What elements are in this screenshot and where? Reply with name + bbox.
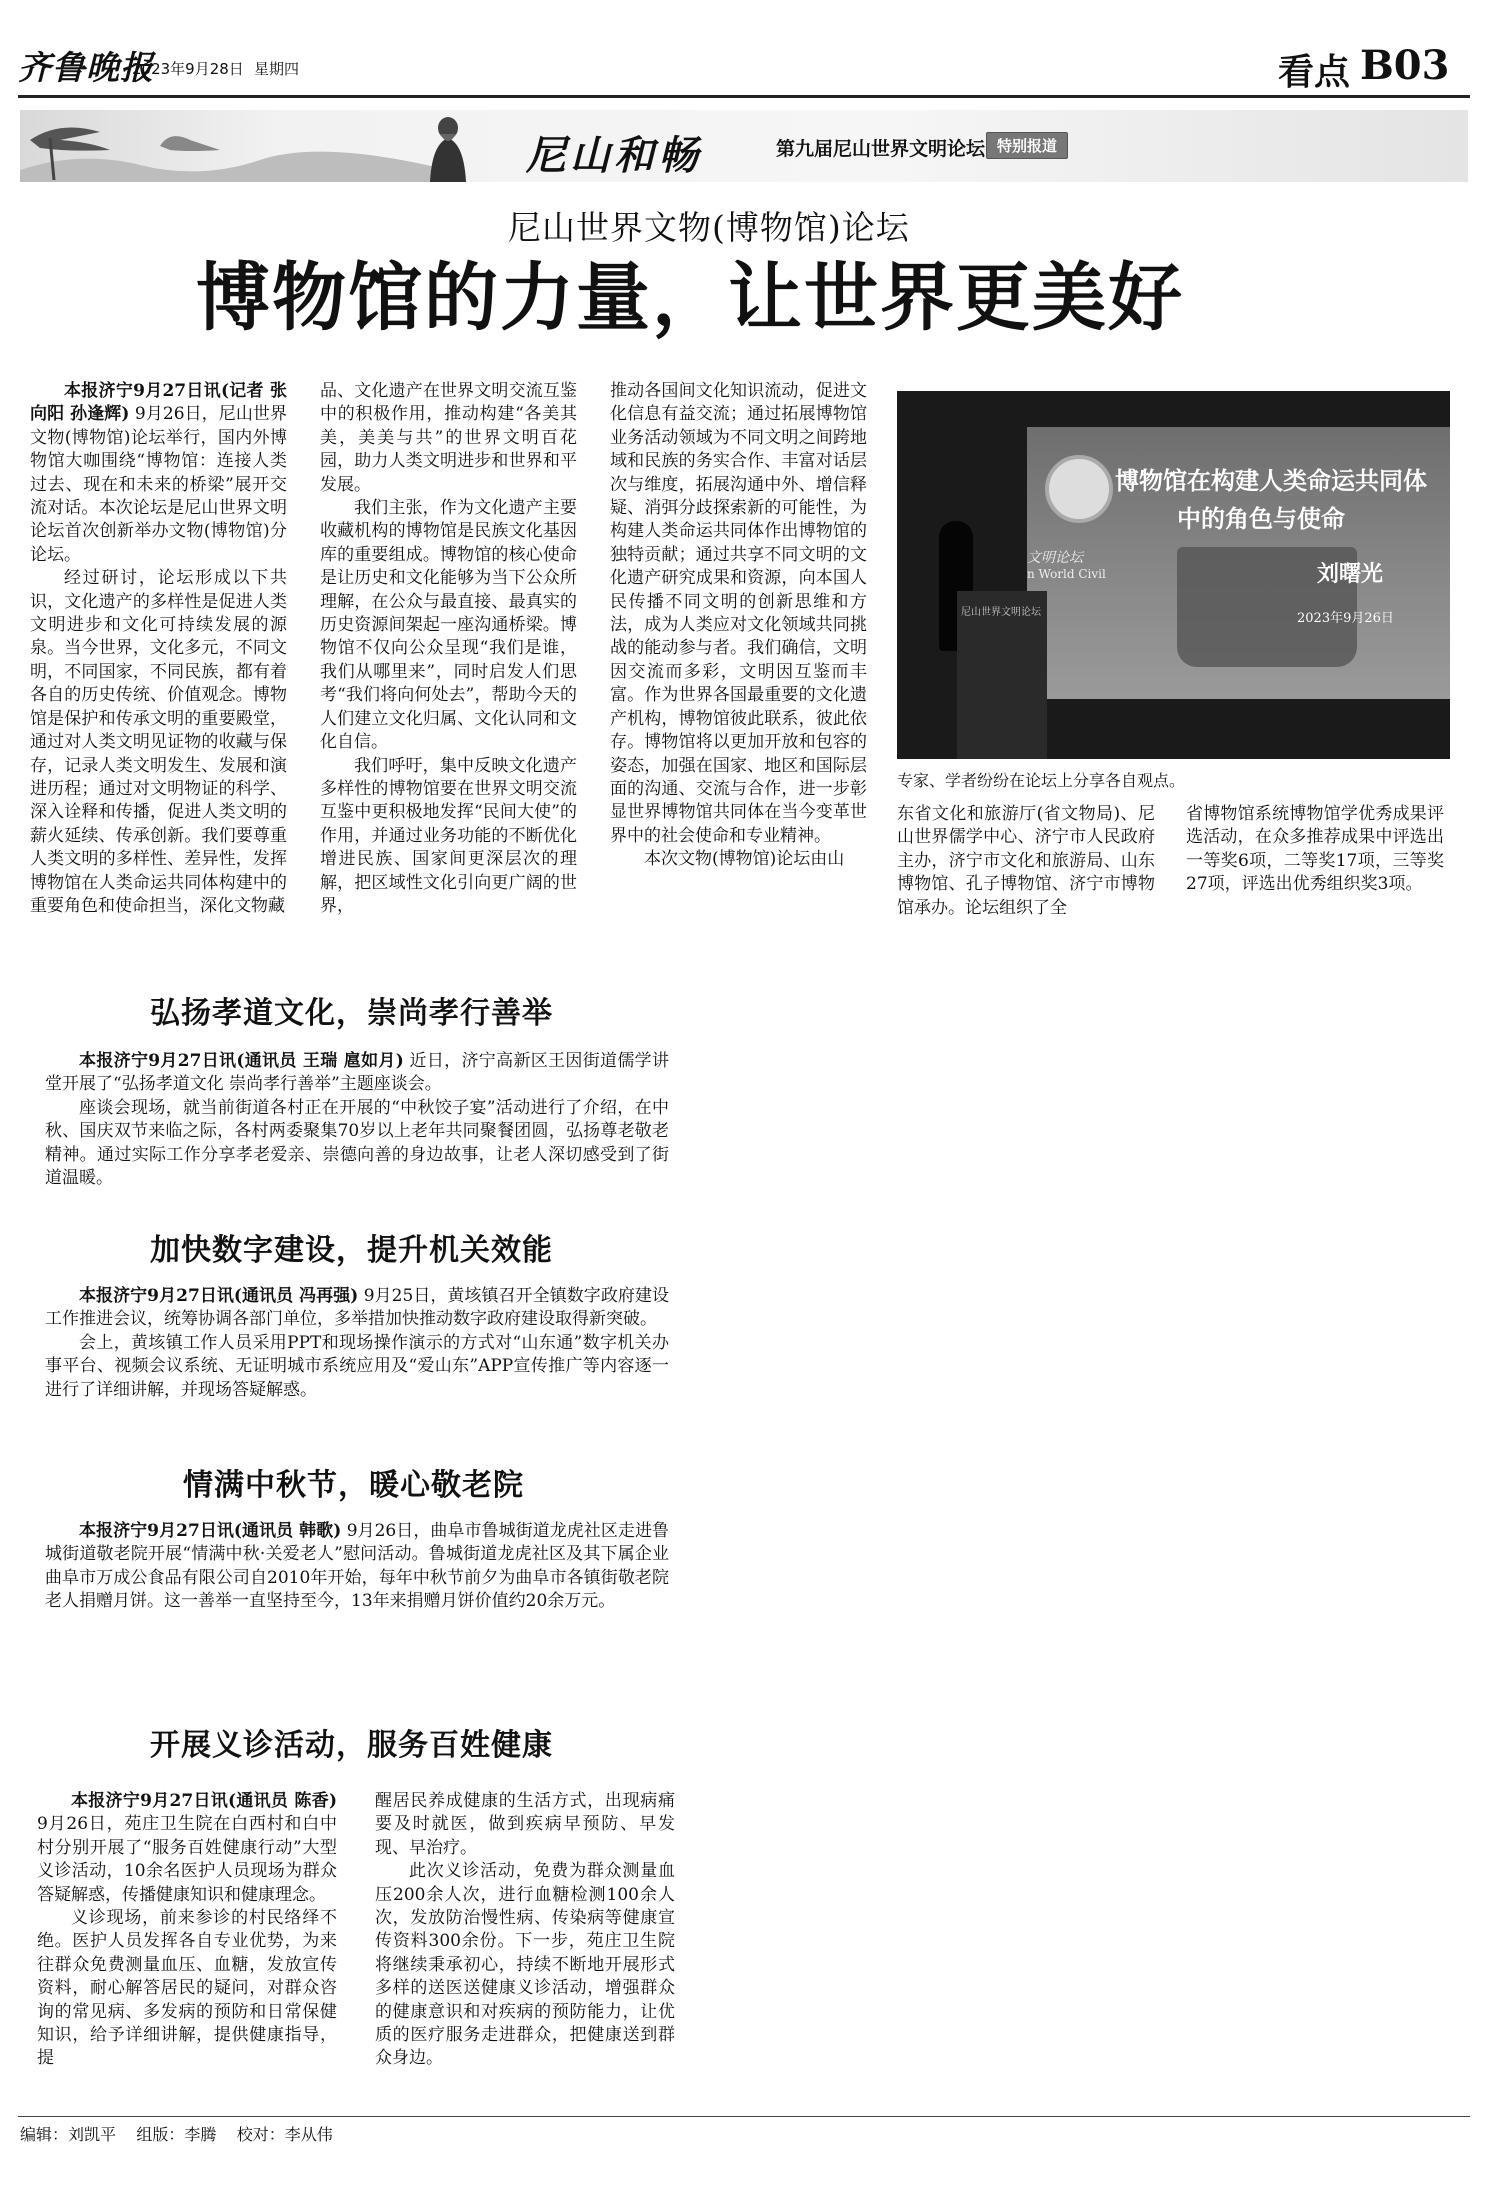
- article-body: 本报济宁9月27日讯(通讯员 王瑞 扈如月) 近日，济宁高新区王因街道儒学讲堂开展了“弘扬孝道文化 崇尚孝行善举”主题座谈会。 座谈会现场，就当前街道各村正在开展的“中秋饺子宴”活动进行了介绍，在中秋、国庆双节来临之际，各村两委聚集70岁以上老年共同聚餐团圆，弘扬尊老敬老精神。通过实际工作分享孝老爱亲、崇德向善的身边故事，让老人深切感受到了街道温暖。: [45, 1051, 669, 1189]
- screen-title: 中的角色与使命: [1177, 505, 1345, 533]
- article-headline: 开展义诊活动，服务百姓健康: [150, 1728, 553, 1763]
- banner-forum-title: 第九届尼山世界文明论坛: [776, 138, 986, 160]
- screen-seal-icon: [1045, 455, 1113, 523]
- forum-photo: [897, 391, 1450, 759]
- lead-paragraph: 推动各国间文化知识流动，促进文化信息有益交流；通过拓展博物馆业务活动领域为不同文明之间跨地域和民族的务实合作、丰富对话层次与维度，拓展沟通中外、增信释疑、消弭分歧探索新的可能性，为构建人类命运共同体作出博物馆的独特贡献；通过共享不同文明的文化遗产研究成果和资源，向本国人民传播不同文明的创新思维和方法，成为人类应对文化领域共同挑战的能动参与者。我们确信，文明因交流而多彩，文明因互鉴而丰富。作为世界各国最重要的文化遗产机构，博物馆彼此联系，彼此依存。博物馆将以更加开放和包容的姿态，加强在国家、地区和国际层面的沟通、交流与合作，进一步彰显世界博物馆共同体在当今变革世界中的社会使命和专业精神。: [610, 381, 867, 846]
- lead-paragraph: 省博物馆系统博物馆学优秀成果评选活动，在众多推荐成果中评选出一等奖6项，二等奖17项，三等奖27项，评选出优秀组织奖3项。: [1186, 804, 1444, 895]
- article-byline: 本报济宁9月27日讯(通讯员 陈香): [71, 1791, 337, 1811]
- newspaper-logo: 齐鲁晚报: [18, 48, 154, 87]
- lead-paragraph: 经过研讨，论坛形成以下共识，文化遗产的多样性是促进人类文明进步和文化可持续发展的源泉。当今世界，文化多元，不同文明，不同国家，不同民族，都有着各自的历史传统、价值观念。博物馆是保护和传承文明的重要殿堂，通过对人类文明见证物的收藏与保存，记录人类文明发生、发展和演进历程；通过对文明物证的科学、深入诠释和传播，促进人类文明的薪火延续、传承创新。我们要尊重人类文明的多样性、差异性，发挥博物馆在人类命运共同体构建中的重要角色和使命担当，深化文物藏: [30, 568, 287, 916]
- article-byline: 本报济宁9月27日讯(通讯员 韩歌): [79, 1521, 342, 1541]
- article-body: 本报济宁9月27日讯(通讯员 冯再强) 9月25日，黄垓镇召开全镇数字政府建设工作推进会议，统筹协调各部门单位，多举措加快推动数字政府建设取得新突破。 会上，黄垓镇工作人员采用PPT和现场操作演示的方式对“山东通”数字机关办事平台、视频会议系统、无证明城市系统应用及“爱山东”APP宣传推广等内容逐一进行了详细讲解，并现场答疑解惑。: [45, 1286, 669, 1400]
- article-byline: 本报济宁9月27日讯(通讯员 冯再强): [79, 1286, 359, 1306]
- lead-column-4: [897, 803, 1155, 920]
- layout-credit: 组版：李腾: [136, 2125, 217, 2144]
- special-report-tag: 特别报道: [986, 132, 1068, 159]
- banner-calligraphy: 尼山和畅: [526, 132, 702, 179]
- podium-label: 尼山世界文明论坛: [961, 607, 1041, 618]
- article-body-column-1: 本报济宁9月27日讯(通讯员 陈香) 9月26日，苑庄卫生院在白西村和白中村分别开展了“服务百姓健康行动”大型义诊活动，10余名医护人员现场为群众答疑解惑，传播健康知识和健康理念。 义诊现场，前来参诊的村民络绎不绝。医护人员发挥各自专业优势，为来往群众免费测量血压、血糖，发放宣传资料，耐心解答居民的疑问，对群众咨询的常见病、多发病的预防和日常保健知识，给予详细讲解，提供健康指导，提: [37, 1791, 337, 2069]
- article-headline: 情满中秋节，暖心敬老院: [183, 1468, 524, 1503]
- landscape-pine-icon: [20, 110, 440, 182]
- proofreader-credit: 校对：李从伟: [236, 2125, 333, 2144]
- issue-date: 2023年9月28日: [132, 60, 244, 78]
- article-headline: 弘扬孝道文化，崇尚孝行善举: [150, 996, 553, 1031]
- page-number: B03: [1360, 42, 1450, 89]
- lead-column-5: [1186, 803, 1444, 897]
- screen-speaker-name: 刘曙光: [1317, 561, 1384, 587]
- article-body: 本报济宁9月27日讯(通讯员 韩歌) 9月26日，曲阜市鲁城街道龙虎社区走进鲁城街道敬老院开展“情满中秋·关爱老人”慰问活动。鲁城街道龙虎社区及其下属企业曲阜市万成公食品有限公司自2010年开始，每年中秋节前夕为曲阜市各镇街敬老院老人捐赠月饼。这一善举一直坚持至今，13年来捐赠月饼价值约20余万元。: [45, 1521, 669, 1612]
- photo-caption: 专家、学者纷纷在论坛上分享各自观点。: [897, 771, 1186, 790]
- editor-credit: 编辑：刘凯平: [20, 2125, 117, 2144]
- special-banner: [20, 110, 1468, 182]
- projection-screen: [1027, 427, 1450, 699]
- lead-paragraph: 东省文化和旅游厅(省文物局)、尼山世界儒学中心、济宁市人民政府主办，济宁市文化和旅游局、山东博物馆、孔子博物馆、济宁市博物馆承办。论坛组织了全: [897, 804, 1155, 918]
- screen-title: 博物馆在构建人类命运共同体: [1115, 467, 1427, 495]
- lead-paragraph: 品、文化遗产在世界文明交流互鉴中的积极作用，推动构建“各美其美，美美与共”的世界文明百花园，助力人类文明进步和世界和平发展。: [320, 381, 577, 495]
- lead-column-2: [320, 380, 577, 918]
- lead-byline: 本报济宁9月27日讯(记者 张向阳 孙逢辉): [30, 381, 287, 425]
- lead-headline: 博物馆的力量，让世界更美好: [196, 255, 1184, 341]
- lead-kicker: 尼山世界文物(博物馆)论坛: [508, 208, 910, 247]
- lead-column-3: [610, 380, 867, 872]
- footer-rule: [18, 2116, 1470, 2117]
- lead-paragraph: 我们呼吁，集中反映文化遗产多样性的博物馆要在世界文明交流互鉴中更积极地发挥“民间大使”的作用，并通过业务功能的不断优化增进民族、国家间更深层次的理解，把区域性文化引向更广阔的世界，: [320, 755, 577, 916]
- screen-side-text: 文明论坛: [1027, 550, 1083, 566]
- screen-sub-text: n World Civil: [1027, 567, 1106, 581]
- lead-paragraph: 本次文物(博物馆)论坛由山: [644, 849, 845, 870]
- footer-credits: [20, 2122, 333, 2145]
- article-headline: 加快数字建设，提升机关效能: [150, 1233, 553, 1268]
- article-body-column-2: 醒居民养成健康的生活方式，出现病痛要及时就医，做到疾病早预防、早发现、早治疗。 此次义诊活动，免费为群众测量血压200余人次，进行血糖检测100余人次，发放防治慢性病、传染病等健康宣传资料300余份。下一步，苑庄卫生院将继续秉承初心，持续不断地开展形式多样的送医送健康义诊活动，增强群众的健康意识和对疾病的预防能力，让优质的医疗服务走进群众，把健康送到群众身边。: [375, 1791, 675, 2069]
- screen-date: 2023年9月26日: [1297, 611, 1394, 626]
- article-byline: 本报济宁9月27日讯(通讯员 王瑞 扈如月): [79, 1051, 404, 1071]
- lead-paragraph: 9月26日，尼山世界文物(博物馆)论坛举行，国内外博物馆大咖围绕“博物馆：连接人类过去、现在和未来的桥梁”展开交流对话。本次论坛是尼山世界文明论坛首次创新举办文物(博物馆)分论坛。: [30, 404, 287, 565]
- section-name: 看点: [1278, 51, 1351, 93]
- masthead-rule: [18, 95, 1470, 98]
- lead-paragraph: 我们主张，作为文化遗产主要收藏机构的博物馆是民族文化基因库的重要组成。博物馆的核心使命是让历史和文化能够为当下公众所理解，在公众与最直接、最真实的历史资源间架起一座沟通桥梁。博物馆不仅向公众呈现“我们是谁，我们从哪里来”，同时启发人们思考“我们将向何处去”，帮助今天的人们建立文化归属、文化认同和文化自信。: [320, 498, 577, 753]
- lead-column-1: [30, 380, 287, 918]
- issue-weekday: 星期四: [254, 60, 300, 78]
- masthead: [0, 0, 1487, 100]
- confucius-figure-icon: [418, 114, 478, 182]
